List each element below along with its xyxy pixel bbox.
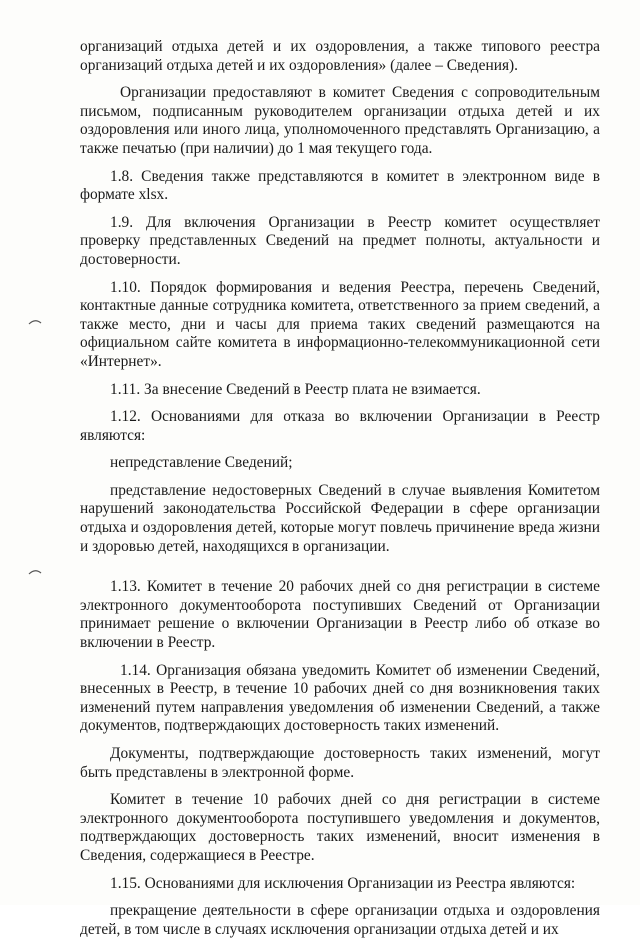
- document-body: [80, 38, 600, 948]
- refusal-reason-2: представление недостоверных Сведений в случае выявления Комитетом нарушений законодательства Российской Федерации в сфере организации отдыха и оздоровления детей, которые могут повлечь причинение вреда жизни и здоровью детей, находящихся в организации.: [80, 481, 600, 555]
- clause-1-10: 1.10. Порядок формирования и ведения Реестра, перечень Сведений, контактные данные сотрудника комитета, ответственного за прием сведений, а также место, дни и часы для приема таких сведений размещаются на официальном сайте комитета в информационно-телекоммуникационной сети «Интернет».: [80, 278, 600, 370]
- clause-1-15: 1.15. Основаниями для исключения Организации из Реестра являются:: [110, 874, 576, 892]
- paragraph-continuation: организаций отдыха детей и их оздоровления, а также типового реестра организаций отдыха детей и их оздоровления» (далее – Сведения).: [80, 38, 600, 74]
- paragraph-electronic-documents: Документы, подтверждающие достоверность таких изменений, могут быть представлены в электронной форме.: [80, 745, 600, 781]
- clause-1-9: 1.9. Для включения Организации в Реестр комитет осуществляет проверку представленных Сведений на предмет полноты, актуальности и достоверности.: [80, 213, 600, 268]
- clause-1-11: 1.11. За внесение Сведений в Реестр плата не взимается.: [110, 380, 481, 398]
- scan-artifact-mark: [28, 318, 42, 325]
- refusal-reason-1: непредставление Сведений;: [110, 454, 293, 472]
- clause-1-13: 1.13. Комитет в течение 20 рабочих дней со дня регистрации в системе электронного документооборота поступивших Сведений от Организации принимает решение о включении Организации в Реестр либо об отказе во включении в Реестр.: [80, 578, 600, 652]
- clause-1-12: 1.12. Основаниями для отказа во включении Организации в Реестр являются:: [80, 408, 600, 444]
- clause-1-8: 1.8. Сведения также представляются в комитет в электронном виде в формате xlsx.: [80, 167, 600, 204]
- exclusion-reason-1: прекращение деятельности в сфере организации отдыха и оздоровления детей, в том числе в случаях исключения организации отдыха детей и их: [80, 902, 600, 938]
- clause-1-14: 1.14. Организация обязана уведомить Комитет об изменении Сведений, внесенных в Реестр, в течение 10 рабочих дней со дня возникновения таких изменений путем направления уведомления об изменении Сведений, а также документов, подтверждающих достоверность таких изменений.: [80, 661, 600, 735]
- paragraph-submission: Организации предоставляют в комитет Сведения с сопроводительным письмом, подписанным руководителем организации отдыха детей и их оздоровления или иного лица, уполномоченного представлять Организацию, а также печатью (при наличии) до 1 мая текущего года.: [80, 84, 600, 157]
- scan-artifact-mark: [28, 568, 42, 575]
- paragraph-committee-changes: Комитет в течение 10 рабочих дней со дня регистрации в системе электронного документооборота поступившего уведомления и документов, подтверждающих достоверность таких изменений, вносит изменения в Сведения, содержащиеся в Реестре.: [80, 791, 600, 864]
